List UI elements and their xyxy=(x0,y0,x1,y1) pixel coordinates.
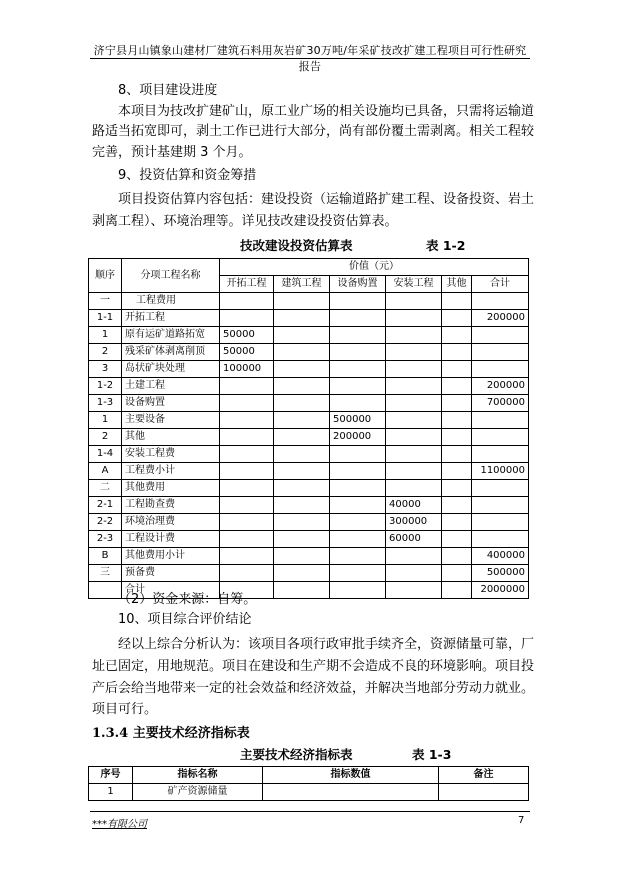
header-item-name: 分项工程名称 xyxy=(122,259,220,293)
row-value-cell xyxy=(330,327,386,344)
row-value-cell xyxy=(442,378,472,395)
row-value-cell xyxy=(330,531,386,548)
row-value-cell xyxy=(220,497,274,514)
row-value-cell xyxy=(442,310,472,327)
row-value-cell xyxy=(274,514,330,531)
row-value-cell xyxy=(220,514,274,531)
row-value-cell xyxy=(274,378,330,395)
row-seq: 1 xyxy=(89,412,122,429)
section-8-line-2: 路适当拓宽即可，剥土工作已进行大部分，尚有部份覆土需剥离。相关工程较 xyxy=(92,124,535,139)
row-seq: 2-1 xyxy=(89,497,122,514)
header-col: 安装工程 xyxy=(386,276,442,293)
row-item-name: 其他 xyxy=(122,429,220,446)
row-value-cell xyxy=(330,395,386,412)
row-value-cell xyxy=(386,446,442,463)
row-item-name: 残采矿体剥离削顶 xyxy=(122,344,220,361)
row-value-cell xyxy=(386,565,442,582)
row-value-cell xyxy=(220,463,274,480)
row-value-cell xyxy=(386,548,442,565)
row-item-name: 主要设备 xyxy=(122,412,220,429)
tech-econ-index-table xyxy=(88,766,529,801)
row-value-cell xyxy=(330,548,386,565)
row-value-cell xyxy=(220,480,274,497)
section-10-title: 10、项目综合评价结论 xyxy=(118,612,252,627)
row-value-cell xyxy=(472,480,529,497)
page-number: 7 xyxy=(518,815,525,826)
row-value-cell xyxy=(442,548,472,565)
row-value-cell: 50000 xyxy=(220,344,274,361)
row-seq: 二 xyxy=(89,480,122,497)
row-value-cell xyxy=(220,378,274,395)
row-value-cell xyxy=(472,293,529,310)
row-item-name: 土建工程 xyxy=(122,378,220,395)
table-row xyxy=(89,446,529,463)
row-value-cell xyxy=(330,344,386,361)
row-value-cell xyxy=(442,582,472,599)
row-value-cell xyxy=(274,293,330,310)
row-value-cell xyxy=(386,378,442,395)
section-10-line-1: 经以上综合分析认为：该项目各项行政审批手续齐全，资源储量可靠，厂 xyxy=(118,637,535,652)
table-row xyxy=(89,361,529,378)
header-seq: 顺序 xyxy=(89,259,122,293)
row-value-cell xyxy=(386,395,442,412)
row-item-name: 原有运矿道路拓宽 xyxy=(122,327,220,344)
row-value-cell: 40000 xyxy=(386,497,442,514)
row-item-name: 安装工程费 xyxy=(122,446,220,463)
table-row xyxy=(89,784,529,801)
row-seq: 三 xyxy=(89,565,122,582)
table-1-2-caption: 技改建设投资估算表 xyxy=(240,238,353,253)
table-row xyxy=(89,531,529,548)
row-value-cell xyxy=(220,412,274,429)
investment-estimate-table xyxy=(88,258,529,599)
row-value-cell xyxy=(274,395,330,412)
table-row xyxy=(89,293,529,310)
table-row xyxy=(89,497,529,514)
row-value-cell xyxy=(442,514,472,531)
row-value-cell xyxy=(330,361,386,378)
row-value-cell xyxy=(330,463,386,480)
row-item-name: 工程设计费 xyxy=(122,531,220,548)
table-1-3-caption: 主要技术经济指标表 xyxy=(240,747,353,762)
row-value-cell xyxy=(220,429,274,446)
row-item-name: 岛状矿块处理 xyxy=(122,361,220,378)
row-value-cell xyxy=(442,344,472,361)
table-1-3-label: 表 1-3 xyxy=(412,747,452,762)
table-1-2-label: 表 1-2 xyxy=(426,238,466,253)
row-value-cell xyxy=(220,446,274,463)
row-seq: 1-3 xyxy=(89,395,122,412)
table-row xyxy=(89,463,529,480)
row-value-cell xyxy=(386,429,442,446)
row-value-cell xyxy=(220,395,274,412)
row-value-cell xyxy=(386,310,442,327)
row-value-cell: 400000 xyxy=(472,548,529,565)
row-value-cell xyxy=(442,463,472,480)
header-col: 设备购置 xyxy=(330,276,386,293)
table-row xyxy=(89,378,529,395)
row-value-cell xyxy=(274,582,330,599)
header-col: 其他 xyxy=(442,276,472,293)
row-seq: A xyxy=(89,463,122,480)
row-value-cell xyxy=(472,412,529,429)
row-note xyxy=(439,784,529,801)
row-item-name: 设备购置 xyxy=(122,395,220,412)
table-row xyxy=(89,395,529,412)
row-value-cell xyxy=(274,310,330,327)
row-value-cell: 200000 xyxy=(472,310,529,327)
row-value-cell xyxy=(442,531,472,548)
fund-source: （2）资金来源：自筹。 xyxy=(118,592,257,607)
table-row xyxy=(89,412,529,429)
row-value-cell xyxy=(274,344,330,361)
row-value-cell xyxy=(442,497,472,514)
table-row xyxy=(89,327,529,344)
section-9-line-1: 项目投资估算内容包括：建设投资（运输道路扩建工程、设备投资、岩土 xyxy=(118,192,535,207)
row-value-cell: 60000 xyxy=(386,531,442,548)
row-value-cell xyxy=(386,463,442,480)
row-seq: 1-4 xyxy=(89,446,122,463)
row-seq: B xyxy=(89,548,122,565)
row-value-cell xyxy=(442,327,472,344)
header-col: 合计 xyxy=(472,276,529,293)
row-seq xyxy=(89,582,122,599)
row-value-cell: 500000 xyxy=(472,565,529,582)
row-value-cell xyxy=(442,565,472,582)
row-value-cell xyxy=(330,446,386,463)
section-9-line-2: 剥离工程）、环境治理等。详见技改建设投资估算表。 xyxy=(92,214,398,229)
row-value-cell xyxy=(220,293,274,310)
row-seq: 3 xyxy=(89,361,122,378)
table-row xyxy=(89,514,529,531)
row-value-cell xyxy=(442,412,472,429)
header-value: 价值（元） xyxy=(220,259,529,276)
header-index-name: 指标名称 xyxy=(133,767,263,784)
row-index-value xyxy=(263,784,439,801)
row-value-cell xyxy=(274,565,330,582)
row-value-cell xyxy=(472,344,529,361)
row-value-cell xyxy=(386,582,442,599)
row-item-name: 工程费用 xyxy=(122,293,220,310)
header-col: 建筑工程 xyxy=(274,276,330,293)
row-value-cell xyxy=(442,395,472,412)
row-value-cell xyxy=(386,412,442,429)
row-item-name: 环境治理费 xyxy=(122,514,220,531)
row-value-cell xyxy=(274,497,330,514)
table-row xyxy=(89,310,529,327)
row-value-cell xyxy=(330,565,386,582)
row-value-cell: 700000 xyxy=(472,395,529,412)
row-item-name: 开拓工程 xyxy=(122,310,220,327)
row-value-cell xyxy=(330,514,386,531)
row-seq: 2-2 xyxy=(89,514,122,531)
row-value-cell xyxy=(442,293,472,310)
header-index-value: 指标数值 xyxy=(263,767,439,784)
row-value-cell: 100000 xyxy=(220,361,274,378)
section-10-line-2: 址已固定，用地规范。项目在建设和生产期不会造成不良的环境影响。项目投 xyxy=(92,659,535,674)
row-value-cell xyxy=(386,480,442,497)
section-10-line-4: 项目可行。 xyxy=(92,702,158,717)
section-10-line-3: 产后会给当地带来一定的社会效益和经济效益，并解决当地部分劳动力就业。 xyxy=(92,681,535,696)
row-value-cell: 200000 xyxy=(330,429,386,446)
row-value-cell xyxy=(274,548,330,565)
row-seq: 1 xyxy=(89,784,133,801)
row-seq: 1 xyxy=(89,327,122,344)
row-value-cell xyxy=(274,429,330,446)
row-value-cell xyxy=(330,497,386,514)
section-1-3-4-heading: 1.3.4 主要技术经济指标表 xyxy=(92,726,250,741)
row-value-cell xyxy=(274,463,330,480)
row-value-cell xyxy=(472,429,529,446)
table-row xyxy=(89,429,529,446)
row-item-name: 工程勘查费 xyxy=(122,497,220,514)
row-value-cell xyxy=(472,497,529,514)
row-value-cell xyxy=(386,344,442,361)
table-row xyxy=(89,480,529,497)
row-value-cell xyxy=(274,361,330,378)
row-value-cell xyxy=(386,327,442,344)
row-value-cell: 200000 xyxy=(472,378,529,395)
row-value-cell xyxy=(330,310,386,327)
row-seq: 2-3 xyxy=(89,531,122,548)
row-value-cell xyxy=(330,582,386,599)
row-item-name: 工程费小计 xyxy=(122,463,220,480)
row-value-cell xyxy=(220,565,274,582)
row-value-cell xyxy=(442,446,472,463)
row-index-name: 矿产资源储量 xyxy=(133,784,263,801)
row-value-cell xyxy=(330,293,386,310)
row-value-cell xyxy=(472,327,529,344)
row-value-cell: 50000 xyxy=(220,327,274,344)
section-9-title: 9、投资估算和资金筹措 xyxy=(118,168,257,183)
row-seq: 1-1 xyxy=(89,310,122,327)
row-value-cell: 1100000 xyxy=(472,463,529,480)
row-value-cell: 500000 xyxy=(330,412,386,429)
row-value-cell xyxy=(220,548,274,565)
row-value-cell xyxy=(274,531,330,548)
row-value-cell xyxy=(274,446,330,463)
header-note: 备注 xyxy=(439,767,529,784)
running-header: 济宁县月山镇象山建材厂建筑石料用灰岩矿30万吨/年采矿技改扩建工程项目可行性研究报告 xyxy=(93,44,527,73)
row-value-cell xyxy=(472,446,529,463)
row-item-name: 预备费 xyxy=(122,565,220,582)
row-value-cell xyxy=(472,514,529,531)
row-seq: 2 xyxy=(89,429,122,446)
row-value-cell: 2000000 xyxy=(472,582,529,599)
row-value-cell xyxy=(472,531,529,548)
row-value-cell xyxy=(472,361,529,378)
row-seq: 1-2 xyxy=(89,378,122,395)
row-value-cell xyxy=(274,480,330,497)
row-value-cell xyxy=(220,531,274,548)
row-item-name: 其他费用小计 xyxy=(122,548,220,565)
footer-rule xyxy=(90,811,530,812)
row-value-cell xyxy=(386,293,442,310)
row-value-cell: 300000 xyxy=(386,514,442,531)
table-row xyxy=(89,344,529,361)
row-item-name: 其他费用 xyxy=(122,480,220,497)
row-value-cell xyxy=(442,480,472,497)
table-row xyxy=(89,565,529,582)
row-value-cell xyxy=(274,412,330,429)
header-rule xyxy=(90,58,530,59)
row-seq: 一 xyxy=(89,293,122,310)
header-col: 开拓工程 xyxy=(220,276,274,293)
section-8-line-3: 完善，预计基建期 3 个月。 xyxy=(92,145,252,160)
row-value-cell xyxy=(274,327,330,344)
footer-company: ***有限公司 xyxy=(92,819,147,830)
header-seq: 序号 xyxy=(89,767,133,784)
row-seq: 2 xyxy=(89,344,122,361)
row-value-cell xyxy=(442,361,472,378)
row-value-cell xyxy=(220,310,274,327)
row-value-cell xyxy=(386,361,442,378)
section-8-title: 8、项目建设进度 xyxy=(118,83,218,98)
row-value-cell xyxy=(442,429,472,446)
table-row xyxy=(89,548,529,565)
row-value-cell xyxy=(330,378,386,395)
row-value-cell xyxy=(330,480,386,497)
row-item-name: 合计 xyxy=(122,582,220,599)
section-8-line-1: 本项目为技改扩建矿山，原工业广场的相关设施均已具备，只需将运输道 xyxy=(118,104,535,119)
